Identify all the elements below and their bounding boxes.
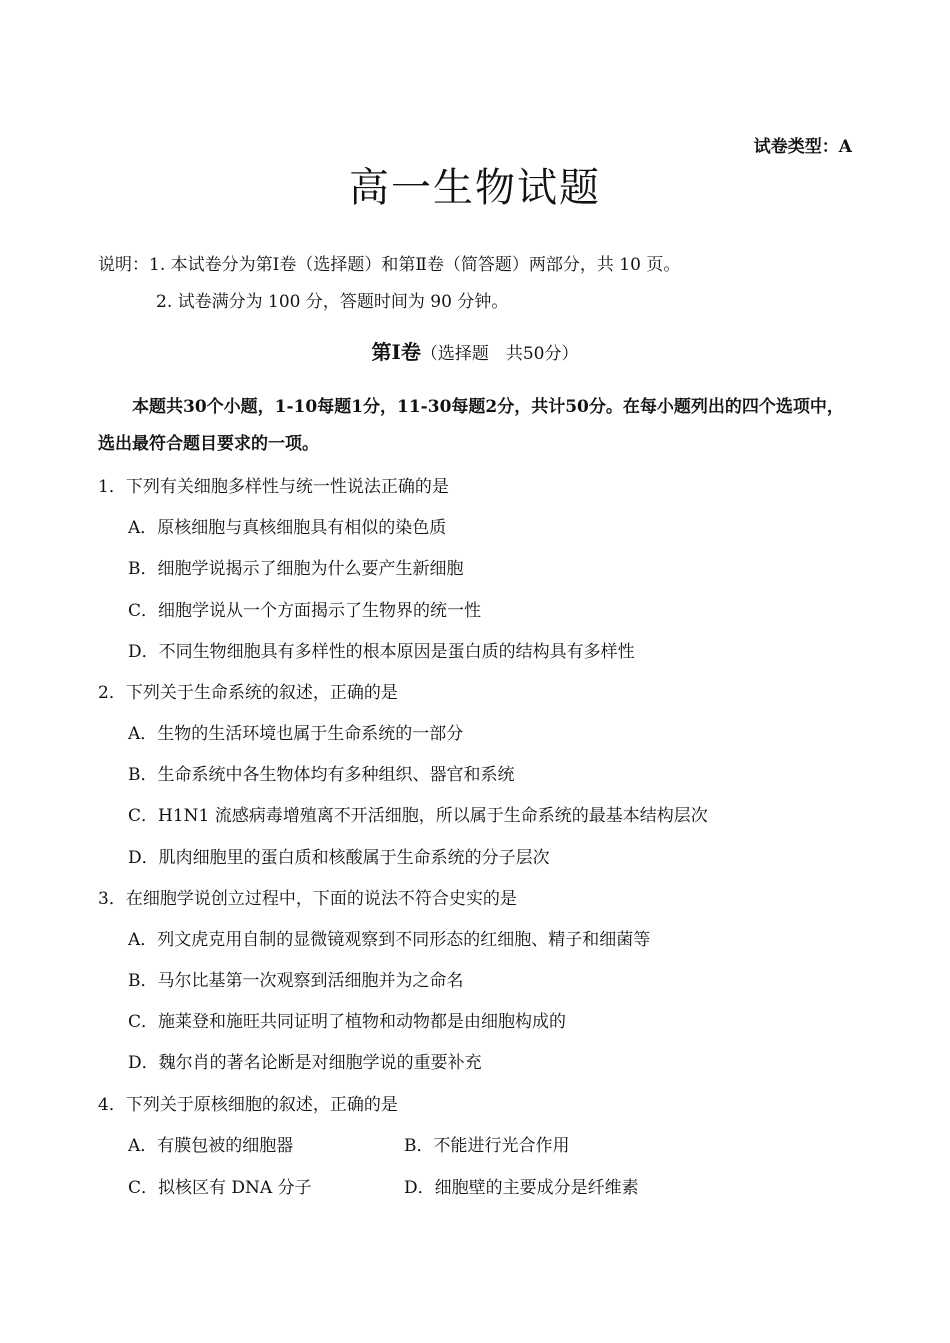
question-4-stem: 4．下列关于原核细胞的叙述，正确的是 bbox=[98, 1095, 398, 1115]
question-3-stem: 3．在细胞学说创立过程中，下面的说法不符合史实的是 bbox=[98, 889, 517, 909]
question-4-option-b: B．不能进行光合作用 bbox=[404, 1136, 570, 1156]
question-2-option-b: B．生命系统中各生物体均有多种组织、器官和系统 bbox=[128, 765, 515, 785]
section-heading bbox=[0, 336, 950, 365]
question-1-option-c: C．细胞学说从一个方面揭示了生物界的统一性 bbox=[128, 601, 482, 621]
question-3-option-a: A．列文虎克用自制的显微镜观察到不同形态的红细胞、精子和细菌等 bbox=[128, 930, 651, 950]
question-4-option-c: C．拟核区有 DNA 分子 bbox=[128, 1178, 312, 1198]
question-3-option-c: C．施莱登和施旺共同证明了植物和动物都是由细胞构成的 bbox=[128, 1012, 567, 1032]
section-title: 第Ⅰ卷 bbox=[371, 340, 421, 364]
question-1-option-d: D．不同生物细胞具有多样性的根本原因是蛋白质的结构具有多样性 bbox=[128, 642, 635, 662]
question-4-option-a: A．有膜包被的细胞器 bbox=[128, 1136, 294, 1156]
question-2-option-d: D．肌肉细胞里的蛋白质和核酸属于生命系统的分子层次 bbox=[128, 848, 550, 868]
instructions-line-2: 选出最符合题目要求的一项。 bbox=[98, 434, 319, 454]
question-3-option-d: D．魏尔肖的著名论断是对细胞学说的重要补充 bbox=[128, 1053, 482, 1073]
section-subtitle: （选择题 共50分） bbox=[420, 344, 579, 364]
paper-type-label: 试卷类型：A bbox=[753, 137, 852, 157]
question-2-option-c: C．H1N1 流感病毒增殖离不开活细胞，所以属于生命系统的最基本结构层次 bbox=[128, 806, 708, 826]
question-3-option-b: B．马尔比基第一次观察到活细胞并为之命名 bbox=[128, 971, 464, 991]
question-2-stem: 2．下列关于生命系统的叙述，正确的是 bbox=[98, 683, 398, 703]
question-4-option-d: D．细胞壁的主要成分是纤维素 bbox=[404, 1178, 639, 1198]
instructions-line-1: 本题共30个小题，1-10每题1分，11-30每题2分，共计50分。在每小题列出的四个选项中， bbox=[132, 397, 844, 417]
question-1-stem: 1．下列有关细胞多样性与统一性说法正确的是 bbox=[98, 477, 449, 497]
question-1-option-a: A．原核细胞与真核细胞具有相似的染色质 bbox=[128, 518, 447, 538]
note-line-2: 2. 试卷满分为 100 分，答题时间为 90 分钟。 bbox=[156, 292, 509, 312]
exam-title: 高一生物试题 bbox=[349, 165, 601, 211]
question-1-option-b: B．细胞学说揭示了细胞为什么要产生新细胞 bbox=[128, 559, 464, 579]
note-line-1: 说明：1. 本试卷分为第Ⅰ卷（选择题）和第Ⅱ卷（简答题）两部分，共 10 页。 bbox=[98, 255, 681, 275]
question-2-option-a: A．生物的生活环境也属于生命系统的一部分 bbox=[128, 724, 464, 744]
